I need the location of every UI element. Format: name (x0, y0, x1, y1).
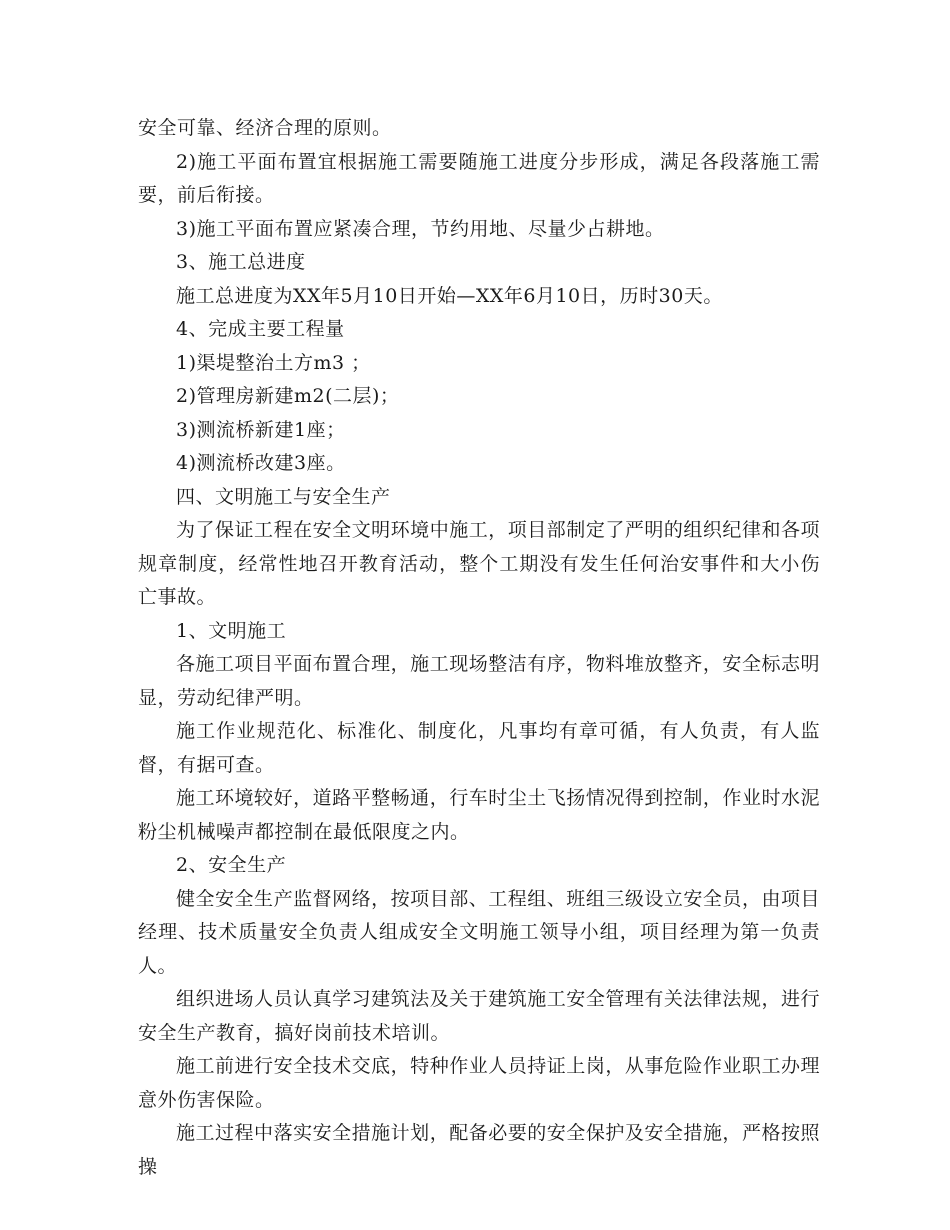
paragraph-schedule: 施工总进度为XX年5月10日开始—XX年6月10日，历时30天。 (176, 284, 723, 307)
chapter-heading-civilized-safety: 四、文明施工与安全生产 (176, 485, 391, 508)
paragraph-safety-training: 组织进场人员认真学习建筑法及关于建筑施工安全管理有关法律法规，进行安全生产教育，搞好岗前技术培训。 (138, 988, 820, 1044)
paragraph-civilized-standards: 施工作业规范化、标准化、制度化，凡事均有章可循，有人负责，有人监督，有据可查。 (138, 720, 820, 776)
list-item-rebuilt-bridge: 4)测流桥改建3座。 (176, 452, 346, 474)
list-item-management-house: 2)管理房新建m2(二层)； (176, 385, 400, 407)
paragraph-item-3: 3)施工平面布置应紧凑合理，节约用地、尽量少占耕地。 (176, 217, 665, 240)
document-body (138, 112, 820, 1184)
paragraph-item-2: 2)施工平面布置宜根据施工需要随施工进度分步形成，满足各段落施工需要，前后衔接。 (138, 150, 820, 206)
section-heading-quantities: 4、完成主要工程量 (176, 318, 345, 340)
paragraph-safety-briefing: 施工前进行安全技术交底，特种作业人员持证上岗，从事危险作业职工办理意外伤害保险。 (138, 1055, 820, 1111)
list-item-new-bridge: 3)测流桥新建1座； (176, 418, 346, 441)
list-item-earthwork: 1)渠堤整治土方m3 ； (176, 351, 371, 374)
section-heading-civilized: 1、文明施工 (176, 619, 287, 642)
paragraph-intro-safety: 为了保证工程在安全文明环境中施工，项目部制定了严明的组织纪律和各项规章制度，经常性地召开教育活动，整个工期没有发生任何治安事件和大小伤亡事故。 (138, 519, 820, 608)
paragraph-safety-network: 健全安全生产监督网络，按项目部、工程组、班组三级设立安全员，由项目经理、技术质量安全负责人组成安全文明施工领导小组，项目经理为第一负责人。 (138, 887, 820, 977)
paragraph-civilized-environment: 施工环境较好，道路平整畅通，行车时尘土飞扬情况得到控制，作业时水泥粉尘机械噪声都控制在最低限度之内。 (138, 787, 820, 843)
paragraph-continuation: 安全可靠、经济合理的原则。 (138, 117, 392, 139)
paragraph-civilized-layout: 各施工项目平面布置合理，施工现场整洁有序，物料堆放整齐，安全标志明显，劳动纪律严明。 (138, 653, 820, 709)
section-heading-schedule: 3、施工总进度 (176, 251, 306, 273)
section-heading-safety: 2、安全生产 (176, 854, 287, 876)
paragraph-safety-measures: 施工过程中落实安全措施计划，配备必要的安全保护及安全措施，严格按照操 (138, 1122, 820, 1178)
